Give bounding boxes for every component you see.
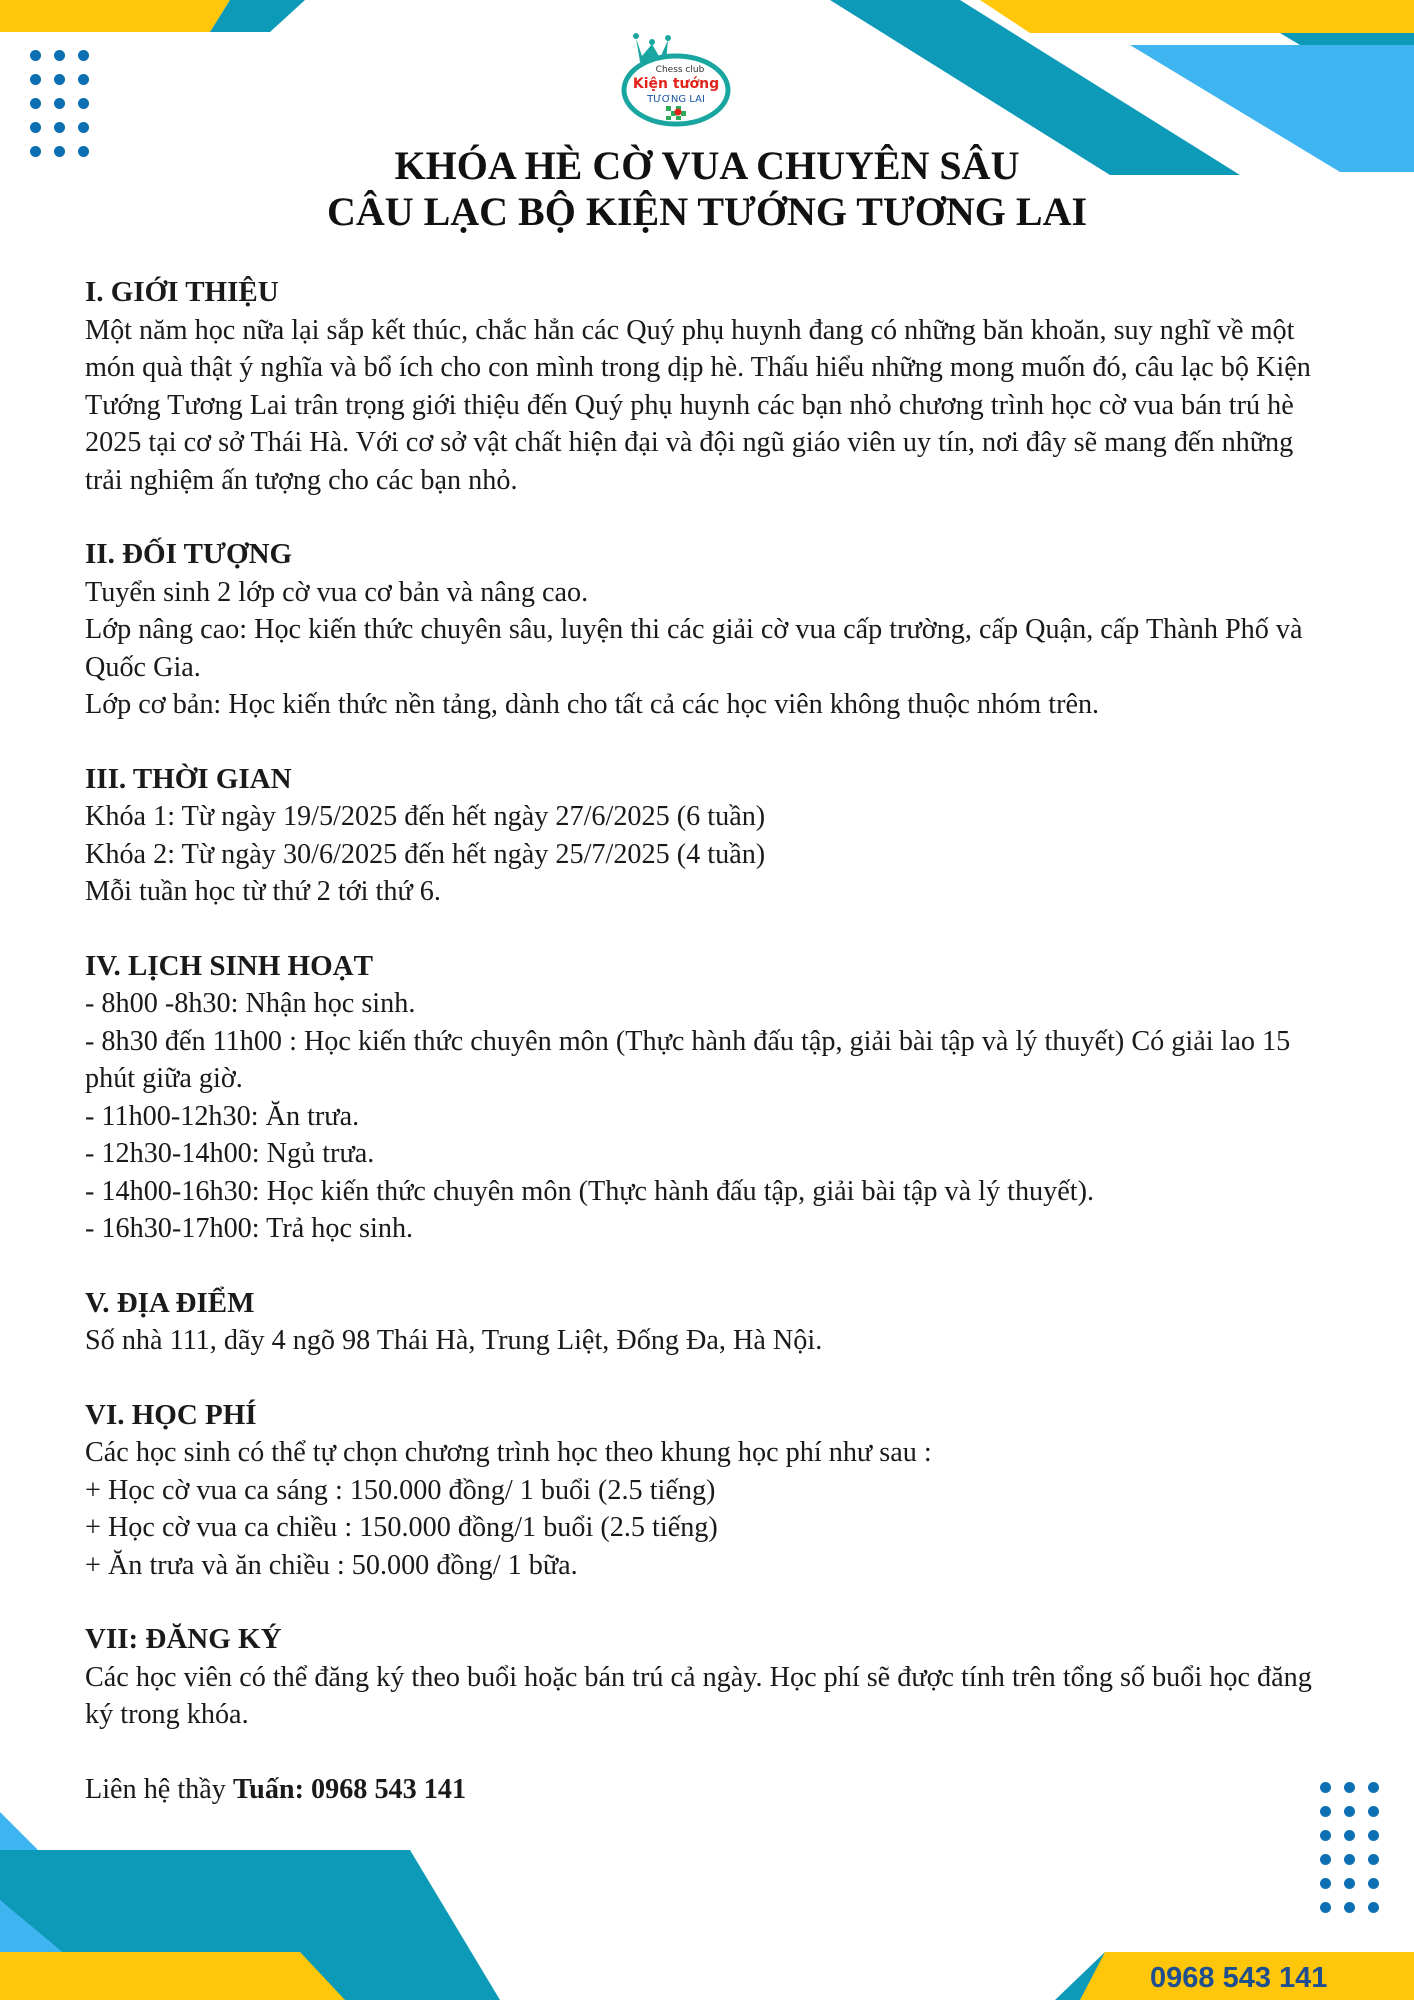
section-heading: VI. HỌC PHÍ <box>85 1398 257 1431</box>
section-line: - 8h00 -8h30: Nhận học sinh. <box>85 988 416 1019</box>
title-line-1: KHÓA HÈ CỜ VUA CHUYÊN SÂU <box>394 143 1020 188</box>
section-line: Khóa 1: Từ ngày 19/5/2025 đến hết ngày 27/6/2025 (6 tuần) <box>85 801 766 832</box>
section-heading: I. GIỚI THIỆU <box>85 276 279 308</box>
section-line: + Ăn trưa và ăn chiều : 50.000 đồng/ 1 bữa. <box>85 1549 578 1581</box>
footer-phone: 0968 543 141 <box>1150 1962 1328 1994</box>
document-body <box>85 274 1335 1808</box>
section-line: Lớp nâng cao: Học kiến thức chuyên sâu, luyện thi các giải cờ vua cấp trường, cấp Quận, cấp Thành Phố và Quốc Gia. <box>85 614 1303 683</box>
deco-top-right-yellow <box>980 0 1414 33</box>
deco-top-left-yellow <box>0 0 230 32</box>
section-line: - 12h30-14h00: Ngủ trưa. <box>85 1138 375 1169</box>
section-location <box>85 1285 1335 1360</box>
contact-name-phone: Tuấn: 0968 543 141 <box>232 1773 467 1805</box>
section-heading: VII: ĐĂNG KÝ <box>85 1623 282 1655</box>
deco-top-right-band <box>1280 33 1414 45</box>
section-heading: III. THỜI GIAN <box>85 762 292 795</box>
section-schedule <box>85 948 1335 1248</box>
section-line: - 14h00-16h30: Học kiến thức chuyên môn (Thực hành đấu tập, giải bài tập và lý thuyết). <box>85 1175 1095 1207</box>
title-line-2: CÂU LẠC BỘ KIỆN TƯỚNG TƯƠNG LAI <box>326 189 1088 234</box>
section-line: - 8h30 đến 11h00 : Học kiến thức chuyên môn (Thực hành đấu tập, giải bài tập và lý thuyết) Có giải lao 15 phút giữa giờ. <box>85 1025 1291 1094</box>
contact-line <box>85 1771 1335 1809</box>
section-line: Mỗi tuần học từ thứ 2 tới thứ 6. <box>85 876 441 907</box>
section-line: Khóa 2: Từ ngày 30/6/2025 đến hết ngày 25/7/2025 (4 tuần) <box>85 838 766 870</box>
chess-club-brand-mark <box>616 20 732 130</box>
section-fees <box>85 1397 1335 1585</box>
svg-text:Kiện tướng: Kiện tướng <box>632 76 720 92</box>
section-line: Các học sinh có thể tự chọn chương trình học theo khung học phí như sau : <box>85 1437 932 1468</box>
svg-text:TƯƠNG LAI: TƯƠNG LAI <box>647 94 705 105</box>
section-line: + Học cờ vua ca chiều : 150.000 đồng/1 buổi (2.5 tiếng) <box>85 1512 718 1543</box>
page-title <box>0 143 1414 235</box>
section-audience <box>85 536 1335 724</box>
contact-prefix: Liên hệ thầy <box>85 1773 233 1805</box>
section-line: Lớp cơ bản: Học kiến thức nền tảng, dành cho tất cả các học viên không thuộc nhóm trên. <box>85 689 1100 720</box>
section-line: + Học cờ vua ca sáng : 150.000 đồng/ 1 buổi (2.5 tiếng) <box>85 1474 716 1506</box>
section-heading: II. ĐỐI TƯỢNG <box>85 538 293 570</box>
section-line: - 11h00-12h30: Ăn trưa. <box>85 1100 360 1132</box>
section-heading: IV. LỊCH SINH HOẠT <box>85 949 373 982</box>
section-registration <box>85 1621 1335 1734</box>
dot-grid-top-left <box>30 50 89 157</box>
section-paragraph: Các học viên có thể đăng ký theo buổi hoặc bán trú cả ngày. Học phí sẽ được tính trên tổng số buổi học đăng ký trong khóa. <box>85 1661 1312 1730</box>
section-time <box>85 761 1335 911</box>
section-intro <box>85 274 1335 499</box>
section-line: Số nhà 111, dãy 4 ngõ 98 Thái Hà, Trung Liệt, Đống Đa, Hà Nội. <box>85 1325 823 1356</box>
section-paragraph: Một năm học nữa lại sắp kết thúc, chắc hẳn các Quý phụ huynh đang có những băn khoăn, suy nghĩ về một món quà thật ý nghĩa và bổ ích cho con mình trong dịp hè. Thấu hiểu những mong muốn đó, câu lạc bộ Kiện Tướng Tương Lai trân trọng giới thiệu đến Quý phụ huynh các bạn nhỏ chương trình học cờ vua bán trú hè 2025 tại cơ sở Thái Hà. Với cơ sở vật chất hiện đại và đội ngũ giáo viên uy tín, nơi đây sẽ mang đến những trải nghiệm ấn tượng cho các bạn nhỏ. <box>85 314 1311 496</box>
section-line: Tuyển sinh 2 lớp cờ vua cơ bản và nâng cao. <box>85 576 589 608</box>
section-heading: V. ĐỊA ĐIỂM <box>85 1286 255 1319</box>
chess-club-logo <box>616 20 732 130</box>
svg-text:Chess club: Chess club <box>655 65 705 75</box>
deco-bottom-left-yellow <box>0 1952 345 2000</box>
section-line: - 16h30-17h00: Trả học sinh. <box>85 1213 414 1244</box>
